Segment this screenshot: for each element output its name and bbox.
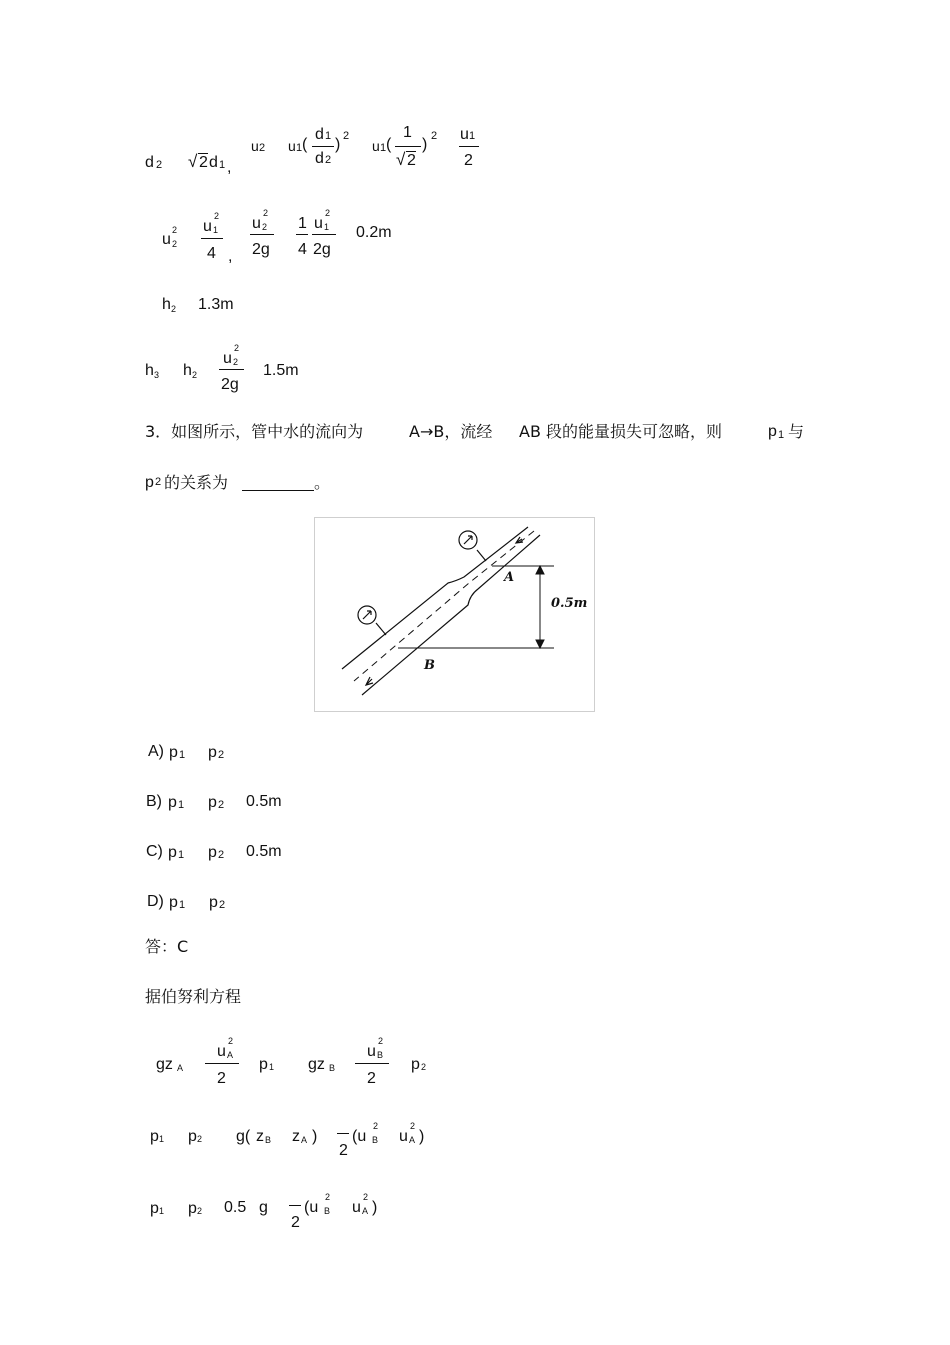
option-b-extra: 0.5m [246, 793, 282, 810]
eq7-open: (u [304, 1199, 319, 1216]
eq1-u2: u [251, 138, 259, 154]
eq2-frac-u1-sub: 1 [213, 225, 219, 235]
pipe-figure [314, 517, 595, 712]
eq1-sq: 2 [343, 130, 350, 142]
question-line1-e: 与 [788, 422, 805, 441]
eq6-p2: p [188, 1128, 197, 1145]
eq3-h-sub: 2 [171, 304, 177, 314]
eq1-paren-open: ( [302, 136, 308, 153]
option-c-p2-sub: 2 [218, 849, 225, 861]
figure-border [315, 518, 595, 712]
question-line1-b: A→B，流经 [409, 422, 493, 441]
eq7-p1: p [150, 1200, 159, 1217]
eq7-g: g [259, 1199, 268, 1216]
option-d-p2: p [209, 894, 218, 911]
option-b-p1-sub: 1 [178, 799, 185, 811]
eq5-gz2: gz [308, 1056, 325, 1073]
answer-blank [242, 490, 314, 491]
eq2-frac-u1b: u [314, 215, 323, 232]
option-a-p2-sub: 2 [218, 749, 225, 761]
eq4-frac-u-sub: 2 [233, 357, 239, 367]
question-p2-sub: 2 [155, 476, 162, 488]
eq1-d1: d [209, 154, 218, 171]
option-d-p2-sub: 2 [219, 899, 226, 911]
option-d-p1: p [169, 894, 178, 911]
eq5-p1: p [259, 1056, 268, 1073]
eq2-frac-u2-sub: 2 [262, 222, 268, 232]
eq6-ua-sub: A [409, 1135, 416, 1145]
eq6-ub-sub: B [372, 1135, 379, 1145]
eq4-h2-sub: 2 [192, 370, 198, 380]
eq6-open: (u [352, 1128, 367, 1145]
eq6-ub-sup: 2 [373, 1121, 379, 1131]
eq1-frac-u1: u [460, 126, 469, 143]
eq7-p2: p [188, 1200, 197, 1217]
eq6-close: ) [312, 1128, 318, 1145]
eq7-two: 2 [291, 1214, 300, 1231]
eq6-two: 2 [339, 1142, 348, 1159]
eq5-p2: p [411, 1056, 420, 1073]
eq7-p2-sub: 2 [197, 1206, 203, 1216]
option-b-p2-sub: 2 [218, 799, 225, 811]
eq3-value: 1.3m [198, 296, 234, 313]
eq5-frac-u2-sup: 2 [378, 1036, 384, 1046]
label-a: A [504, 570, 515, 585]
eq1-d-sub: 2 [156, 159, 163, 171]
eq5-p1-sub: 1 [269, 1062, 275, 1072]
eq5-frac-u: u [217, 1043, 226, 1060]
eq7-p1-sub: 1 [159, 1206, 165, 1216]
eq1-u2-sub: 2 [259, 142, 266, 154]
option-a-p1-sub: 1 [179, 749, 186, 761]
question-line1-c: AB 段的能量损失可忽略，则 [519, 422, 723, 441]
eq1-frac-d2: d [315, 150, 324, 167]
eq2-one: 1 [298, 215, 307, 232]
question-line1-a: 3．如图所示，管中水的流向为 [145, 422, 364, 441]
eq1-paren-open-2: ( [386, 136, 392, 153]
option-b-p2: p [208, 794, 217, 811]
eq1-paren-close-2: ) [422, 136, 428, 153]
question-p1-sub: 1 [778, 429, 785, 441]
eq7-ua: u [352, 1199, 361, 1216]
eq6-p1: p [150, 1128, 159, 1145]
eq6-p1-sub: 1 [159, 1134, 165, 1144]
basis-text: 据伯努利方程 [145, 987, 242, 1006]
eq5-gz2-sub: B [329, 1063, 336, 1073]
eq5-p2-sub: 2 [421, 1062, 427, 1072]
eq6-p2-sub: 2 [197, 1134, 203, 1144]
eq7-ua-sub: A [362, 1206, 369, 1216]
eq5-frac-u-sub: A [227, 1050, 234, 1060]
eq2-frac-u1-sup: 2 [214, 211, 220, 221]
eq2-frac-four: 4 [207, 245, 216, 262]
eq6-g: g( [236, 1128, 251, 1145]
eq7-val: 0.5 [224, 1199, 247, 1216]
question-p2: p [145, 474, 154, 491]
eq4-frac-u-sup: 2 [234, 343, 240, 353]
sqrt-sign-2: √ [396, 150, 406, 169]
eq5-gz: gz [156, 1056, 173, 1073]
eq6-ua: u [399, 1128, 408, 1145]
eq1-frac-d1-sub: 1 [325, 130, 332, 142]
option-c-p1: p [168, 844, 177, 861]
sqrt-sign: √ [188, 152, 198, 171]
eq5-frac-u2: u [367, 1043, 376, 1060]
eq1-d1-sub: 1 [219, 159, 226, 171]
eq6-zb: z [256, 1128, 264, 1145]
eq1-sq-2: 2 [431, 130, 438, 142]
eq1-comma: , [227, 159, 232, 176]
eq6-zb-sub: B [265, 1135, 272, 1145]
eq1-frac-two: 2 [464, 152, 473, 169]
eq1-u1-sub: 1 [296, 142, 303, 154]
eq2-four-b: 4 [298, 241, 307, 258]
eq1-u1b-sub: 1 [380, 142, 387, 154]
eq4-frac-2g: 2g [221, 376, 239, 393]
eq5-gz-sub: A [177, 1063, 184, 1073]
eq1-d: d [145, 154, 154, 171]
eq1-u1b: u [372, 138, 380, 154]
eq5-frac-u-sup: 2 [228, 1036, 234, 1046]
eq7-ub-sup: 2 [325, 1192, 331, 1202]
eq2-frac-u2: u [252, 215, 261, 232]
option-d-p1-sub: 1 [179, 899, 186, 911]
eq1-frac-u1-sub: 1 [469, 130, 476, 142]
eq1-u1: u [288, 138, 296, 154]
eq2-u2-sub: 2 [172, 239, 178, 249]
answer-text: 答：C [145, 937, 189, 956]
option-c-extra: 0.5m [246, 843, 282, 860]
eq6-ua-sup: 2 [410, 1121, 416, 1131]
eq4-h2: h [183, 362, 192, 379]
eq4-value: 1.5m [263, 362, 299, 379]
eq2-frac-u1b-sup: 2 [325, 208, 331, 218]
eq4-h3-sub: 3 [154, 370, 160, 380]
option-c-label: C) [146, 843, 163, 860]
eq7-ua-sup: 2 [363, 1192, 369, 1202]
eq6-close2: ) [419, 1128, 425, 1145]
eq1-one: 1 [403, 124, 412, 141]
eq4-h3: h [145, 362, 154, 379]
eq1-sqrt2b: 2 [407, 152, 416, 169]
option-c-p2: p [208, 844, 217, 861]
eq5-two2: 2 [367, 1070, 376, 1087]
eq2-frac-u1b-sub: 1 [324, 222, 330, 232]
question-line2-b: 的关系为 [164, 473, 229, 492]
eq5-frac-u2-sub: B [377, 1050, 384, 1060]
eq2-frac-2g-b: 2g [313, 241, 331, 258]
eq1-paren-close: ) [335, 136, 341, 153]
question-p1: p [768, 423, 777, 440]
eq2-u2: u [162, 231, 171, 248]
option-a-p1: p [169, 744, 178, 761]
option-a-label: A) [148, 743, 164, 760]
eq5-two: 2 [217, 1070, 226, 1087]
eq7-close2: ) [372, 1199, 378, 1216]
eq2-u2-sup: 2 [172, 225, 178, 235]
eq2-frac-u2-sup: 2 [263, 208, 269, 218]
option-b-p1: p [168, 794, 177, 811]
eq1-frac-d1: d [315, 126, 324, 143]
eq6-za: z [292, 1128, 300, 1145]
eq2-result: 0.2m [356, 224, 392, 241]
label-height: 0.5m [551, 596, 588, 611]
eq3-h: h [162, 296, 171, 313]
eq4-frac-u: u [223, 350, 232, 367]
option-b-label: B) [146, 793, 162, 810]
eq1-sqrt-val: 2 [199, 154, 208, 171]
option-d-label: D) [147, 893, 164, 910]
label-b: B [424, 658, 435, 673]
eq2-comma: , [228, 248, 233, 265]
eq1-frac-d2-sub: 2 [325, 154, 332, 166]
eq7-ub-sub: B [324, 1206, 331, 1216]
eq6-za-sub: A [301, 1135, 308, 1145]
eq2-frac-u1: u [203, 218, 212, 235]
eq2-frac-2g: 2g [252, 241, 270, 258]
question-line2-end: 。 [314, 473, 331, 492]
option-c-p1-sub: 1 [178, 849, 185, 861]
option-a-p2: p [208, 744, 217, 761]
